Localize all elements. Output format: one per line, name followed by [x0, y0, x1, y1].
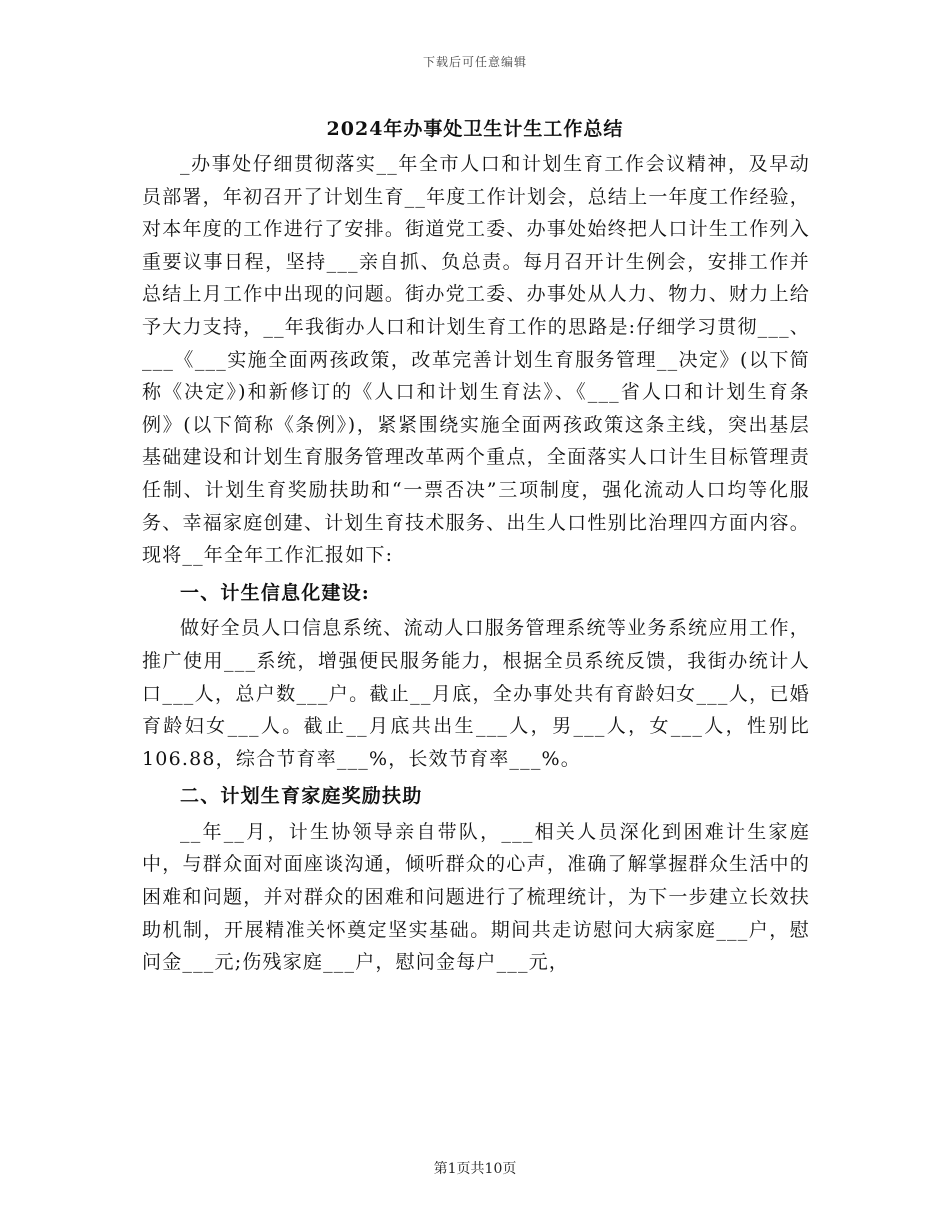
section-paragraph-2: __年__月，计生协领导亲自带队，___相关人员深化到困难计生家庭中，与群众面对面座谈沟通，倾听群众的心声，准确了解掌握群众生活中的困难和问题，并对群众的困难和问题进行了梳理统计，为下一步建立长效扶助机制，开展精准关怀奠定坚实基础。期间共走访慰问大病家庭___户，慰问金___元;伤残家庭___户，慰问金每户___元，	[142, 820, 810, 974]
document-title: 2024年办事处卫生计生工作总结	[326, 118, 624, 140]
document-body	[142, 148, 810, 979]
page-number: 第1页共10页	[433, 1161, 517, 1177]
intro-paragraph: _办事处仔细贯彻落实__年全市人口和计划生育工作会议精神，及早动员部署，年初召开了计划生育__年度工作计划会，总结上一年度工作经验，对本年度的工作进行了安排。街道党工委、办事处始终把人口计生工作列入重要议事日程，坚持___亲自抓、负总责。每月召开计生例会，安排工作并总结上月工作中出现的问题。街办党工委、办事处从人力、物力、财力上给予大力支持，__年我街办人口和计划生育工作的思路是:仔细学习贯彻___、___《___实施全面两孩政策，改革完善计划生育服务管理__决定》(以下简称《决定》)和新修订的《人口和计划生育法》、《___省人口和计划生育条例》(以下简称《条例》)，紧紧围绕实施全面两孩政策这条主线，突出基层基础建设和计划生育服务管理改革两个重点，全面落实人口计生目标管理责任制、计划生育奖励扶助和“一票否决”三项制度，强化流动人口均等化服务、幸福家庭创建、计划生育技术服务、出生人口性别比治理四方面内容。现将__年全年工作汇报如下:	[142, 153, 810, 567]
section-heading-2: 二、计划生育家庭奖励扶助	[180, 785, 423, 808]
section-paragraph-1: 做好全员人口信息系统、流动人口服务管理系统等业务系统应用工作，推广使用___系统，增强便民服务能力，根据全员系统反馈，我街办统计人口___人，总户数___户。截止__月底，全办事处共有育龄妇女___人，已婚育龄妇女___人。截止__月底共出生___人，男___人，女___人，性别比106.88，综合节育率___%，长效节育率___%。	[142, 617, 810, 770]
page-header-note: 下载后可任意编辑	[422, 55, 527, 69]
section-heading-1: 一、计生信息化建设:	[180, 581, 371, 604]
